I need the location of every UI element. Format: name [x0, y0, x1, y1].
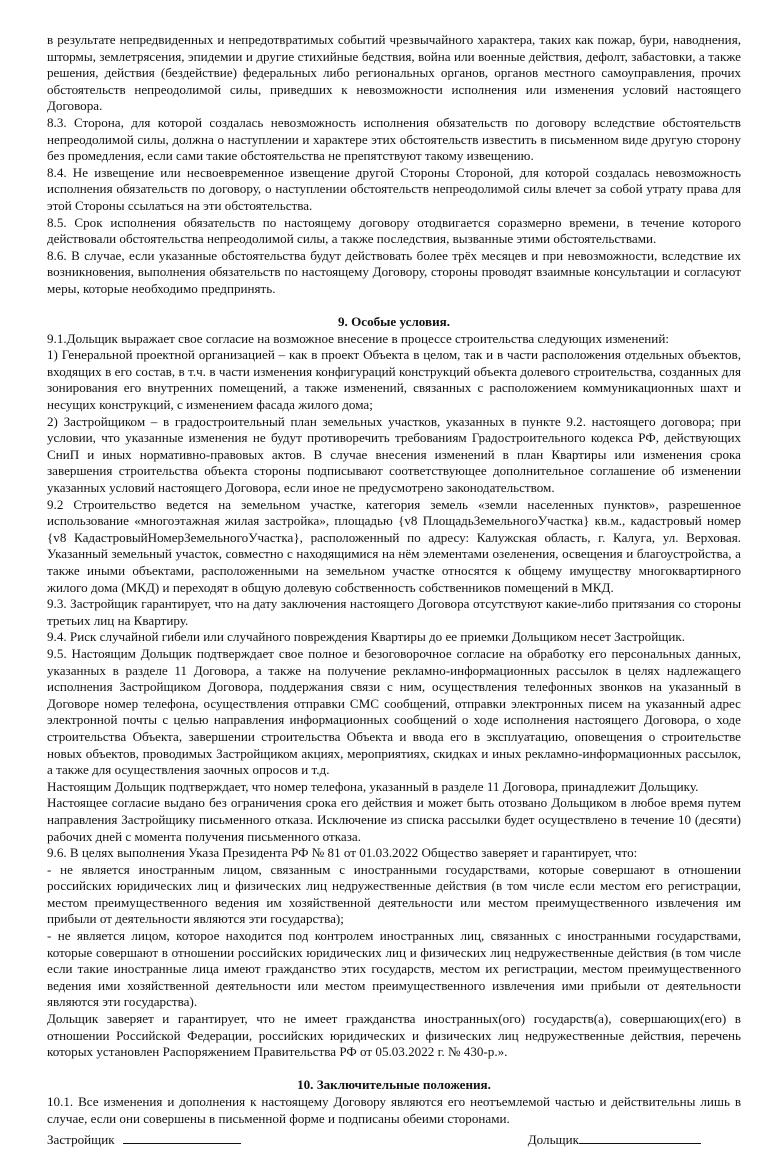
paragraph-shareholder-guarantee: Дольщик заверяет и гарантирует, что не имеет гражданства иностранных(ого) государств(а), совершающих(его) в отношении Российской Федерации, российских юридических и физических лиц недружественные действия, перечень которых установлен Распоряжением Правительства РФ от 05.03.2022 г. № 430-р.».: [47, 1011, 741, 1060]
shareholder-signature-line[interactable]: [579, 1131, 701, 1144]
contract-page: [47, 32, 741, 1149]
paragraph-8-6: 8.6. В случае, если указанные обстоятельства будут действовать более трёх месяцев и при невозможности, вследствие их возникновения, выполнения обязательств по настоящему Договору, стороны проводят взаимные консультации и согласуют меры, которые необходимо предпринять.: [47, 247, 741, 296]
developer-signature-line[interactable]: [123, 1131, 241, 1144]
paragraph-9-6: 9.6. В целях выполнения Указа Президента РФ № 81 от 01.03.2022 Общество заверяет и гарантирует, что:: [47, 845, 638, 861]
paragraph-9-1-item-1: 1) Генеральной проектной организацией – как в проект Объекта в целом, так и в части расположения отдельных объектов, входящих в его состав, в т.ч. в части изменения конфигураций конструкций объекта долевого строительства, созданных для зонирования его внутренних помещений, а также изменений, связанных с расположением коммуникационных шахт и несущих конструкций, с изменением фасада жилого дома;: [47, 347, 741, 413]
paragraph-10-1: 10.1. Все изменения и дополнения к настоящему Договору являются его неотъемлемой частью и действительны лишь в случае, если они совершены в письменной форме и подписаны обеими сторонами.: [47, 1094, 741, 1126]
section-10: [47, 1077, 741, 1127]
paragraph-8-4: 8.4. Не извещение или несвоевременное извещение другой Стороны Стороной, для которой создалась невозможность исполнения обязательств по договору, о наступлении обстоятельств непреодолимой силы влечет за собой утрату права для этой Стороны ссылаться на эти обстоятельства.: [47, 164, 741, 213]
paragraph-8-2-tail: в результате непредвиденных и непредотвратимых событий чрезвычайного характера, таких как пожар, бури, наводнения, штормы, землетрясения, эпидемии и другие стихийные бедствия, война или военные действия, дефолт, забастовки, а также решения, действия (бездействие) федеральных либо региональных органов, органов местного самоуправления, прочих обстоятельств непреодолимой силы, приведших к невозможности исполнения или изменения условий настоящего Договора.: [47, 32, 741, 114]
paragraph-9-1: 9.1.Дольщик выражает свое согласие на возможное внесение в процессе строительства следующих изменений:: [47, 330, 669, 346]
developer-signature: [47, 1131, 241, 1149]
shareholder-label: Дольщик: [527, 1132, 579, 1148]
paragraph-8-5: 8.5. Срок исполнения обязательств по настоящему договору отодвигается соразмерно времени, в течение которого действовали обстоятельства непреодолимой силы, а также последствия, вызванные этими обстоятельствами.: [47, 214, 741, 247]
section-10-title: 10. Заключительные положения.: [297, 1077, 491, 1093]
paragraph-9-6-item-1: - не является иностранным лицом, связанным с иностранными государствами, которые совершают в отношении российских юридических лиц и физических лиц недружественные действия (в том числе если местом его регистрации, местом преимущественного ведения им хозяйственной деятельности или местом преимущественного извлечения им прибыли от деятельности являются эти государства);: [47, 861, 741, 927]
paragraph-9-6-item-2: - не является лицом, которое находится под контролем иностранных лиц, связанных с иностранными государствами, которые совершают в отношении российских юридических лиц и физических лиц недружественные действия (в том числе если такие иностранные лица имеют гражданство этих государств, местом их регистрации, местом преимущественного ведения ими хозяйственной деятельности или местом преимущественного извлечения ими прибыли от деятельности являются эти государства).: [47, 928, 741, 1010]
signature-block: [47, 1131, 741, 1149]
developer-label: Застройщик: [47, 1132, 115, 1148]
section-8-continuation: [47, 32, 741, 298]
paragraph-9-4: 9.4. Риск случайной гибели или случайного повреждения Квартиры до ее приемки Дольщиком несет Застройщик.: [47, 629, 685, 645]
section-9-title: 9. Особые условия.: [338, 314, 450, 330]
section-9: [47, 314, 741, 1061]
shareholder-signature: [528, 1131, 701, 1149]
paragraph-9-1-item-2: 2) Застройщиком – в градостроительный план земельных участков, указанных в пункте 9.2. настоящего договора; при условии, что указанные изменения не будут противоречить требованиям Градостроительного кодекса РФ, действующих СниП и иных нормативно-правовых актов. В случае внесения изменений в план Квартиры или изменения срока завершения строительства объекта стороны подписывают соответствующее дополнительное соглашение об изменении указанных условий настоящего Договора, если иное не предусмотрено законодательством.: [47, 413, 741, 496]
paragraph-9-2: 9.2 Строительство ведется на земельном участке, категория земель «земли населенных пунктов», разрешенное использование «многоэтажная жилая застройка», площадью {v8 ПлощадьЗемельногоУчастка} кв.м., кадастровый номер {v8 КадастровыйНомерЗемельногоУчастка}, расположенный по адресу: Калужская область, г. Калуга, ул. Верховая. Указанный земельный участок, совместно с находящимися на нём элементами озеленения, освещения и благоустройства, а также иными объектами, расположенными на земельном участке относятся к общему имуществу многоквартирного жилого дома (МКД) и переходят в общую долевую собственность собственников помещений в МКД.: [47, 496, 741, 595]
paragraph-phone-confirmation: Настоящим Дольщик подтверждает, что номер телефона, указанный в разделе 11 Договора, принадлежит Дольщику.: [47, 778, 699, 794]
paragraph-8-3: 8.3. Сторона, для которой создалась невозможность исполнения обязательств по договору вследствие обстоятельств непреодолимой силы, должна о наступлении и характере этих обстоятельств известить в письменном виде другую сторону без промедления, если сами такие обстоятельства не препятствуют такому извещению.: [47, 114, 741, 164]
paragraph-9-5: 9.5. Настоящим Дольщик подтверждает свое полное и безоговорочное согласие на обработку его персональных данных, указанных в разделе 11 Договора, а также на получение рекламно-информационных рассылок в целях надлежащего исполнения Застройщиком Договора, поддержания связи с ним, осуществления телефонных звонков на указанный в Договоре номер телефона, осуществления отправки СМС сообщений, отправки электронных писем на указанный адрес электронной почты с целью направления информационных сообщений о ходе исполнения настоящего Договора, о ходе строительства Объекта, завершении строительства Объекта и ввода его в эксплуатацию, оповещения о строительстве новых объектов, проводимых Застройщиком акциях, мероприятиях, скидках и иных рекламно-информационных рассылок, а также для осуществления заочных опросов и т.д.: [47, 645, 741, 778]
paragraph-consent-term: Настоящее согласие выдано без ограничения срока его действия и может быть отозвано Дольщиком в любое время путем направления Застройщику письменного отказа. Исключение из списка рассылки будет осуществлено в течение 10 (десяти) рабочих дней с момента получения письменного отказа.: [47, 795, 741, 844]
paragraph-9-3: 9.3. Застройщик гарантирует, что на дату заключения настоящего Договора отсутствуют какие-либо притязания со стороны третьих лиц на Квартиру.: [47, 596, 741, 628]
